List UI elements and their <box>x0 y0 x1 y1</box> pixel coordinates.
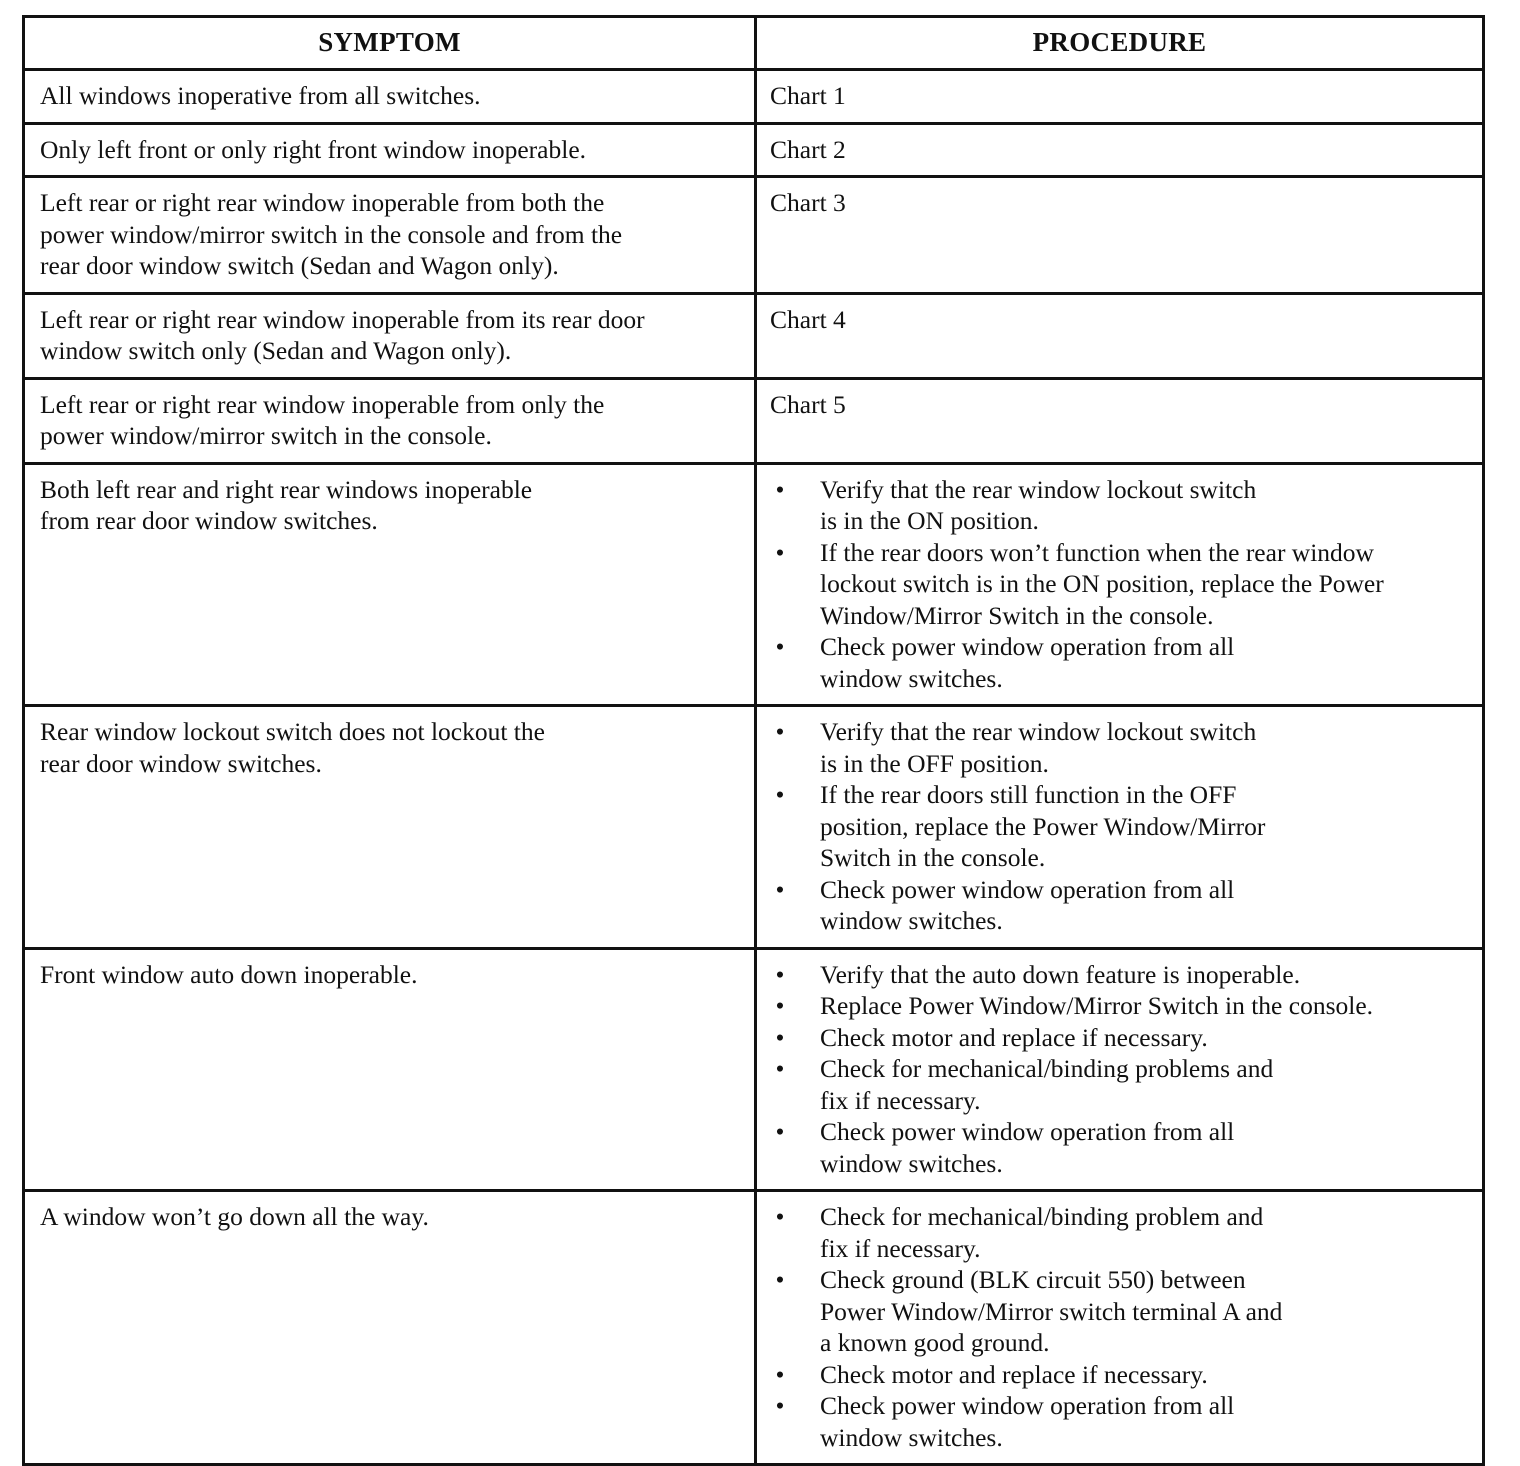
procedure-cell <box>756 378 1484 463</box>
symptom-cell <box>24 70 756 124</box>
symptom-text-line: Both left rear and right rear windows inoperable <box>40 474 533 504</box>
procedure-cell <box>756 706 1484 949</box>
table-row <box>24 70 1484 124</box>
procedure-cell <box>756 948 1484 1191</box>
symptom-text-line: Only left front or only right front window inoperable. <box>40 134 587 164</box>
procedure-step <box>770 1116 1476 1179</box>
bullet-icon: • <box>775 1117 785 1146</box>
procedure-step-text-line: Check power window operation from all <box>820 1117 1235 1146</box>
table-row <box>24 293 1484 378</box>
symptom-text-line: power window/mirror switch in the console. <box>40 421 492 450</box>
table-header-row <box>24 17 1484 70</box>
procedure-step-text-line: a known good ground. <box>820 1328 1050 1357</box>
procedure-step-text-line: Check power window operation from all <box>820 1391 1235 1420</box>
procedure-step-text-line: Replace Power Window/Mirror Switch in the console. <box>820 991 1374 1020</box>
procedure-cell <box>756 463 1484 706</box>
procedure-step-text-line: Verify that the auto down feature is inoperable. <box>820 959 1301 989</box>
bullet-icon: • <box>775 717 785 746</box>
procedure-step-text-line: Check for mechanical/binding problems and <box>820 1054 1274 1083</box>
procedure-step-text-line: Power Window/Mirror switch terminal A and <box>820 1296 1283 1326</box>
table-row <box>24 706 1484 949</box>
procedure-step <box>770 1022 1476 1054</box>
procedure-step-text-line: Check ground (BLK circuit 550) between <box>820 1265 1246 1294</box>
table-row <box>24 123 1484 177</box>
procedure-step <box>770 1264 1476 1359</box>
procedure-step <box>770 1053 1476 1116</box>
symptom-cell <box>24 123 756 177</box>
procedure-step-text-line: window switches. <box>820 663 1003 693</box>
table-row <box>24 1191 1484 1465</box>
symptom-text-line: Rear window lockout switch does not lockout the <box>40 717 545 746</box>
procedure-step-text-line: Window/Mirror Switch in the console. <box>820 600 1214 630</box>
procedure-step <box>770 1359 1476 1391</box>
table-row <box>24 463 1484 706</box>
procedure-chart-reference: Chart 3 <box>770 188 846 217</box>
procedure-step-text-line: fix if necessary. <box>820 1233 981 1263</box>
procedure-step <box>770 1390 1476 1453</box>
bullet-icon: • <box>775 1391 785 1420</box>
symptom-text-line: rear door window switches. <box>40 748 322 778</box>
table-row <box>24 948 1484 1191</box>
procedure-chart-reference: Chart 4 <box>770 304 846 334</box>
procedure-step-text-line: Verify that the rear window lockout switch <box>820 474 1257 504</box>
procedure-step <box>770 1201 1476 1264</box>
procedure-step-text-line: If the rear doors still function in the OFF <box>820 780 1237 809</box>
procedure-step <box>770 990 1476 1022</box>
symptom-text-line: Left rear or right rear window inoperable from only the <box>40 389 605 419</box>
procedure-step-text-line: If the rear doors won’t function when the rear window <box>820 537 1374 567</box>
procedure-cell <box>756 293 1484 378</box>
symptom-text-line: power window/mirror switch in the console and from the <box>40 219 623 249</box>
symptom-cell <box>24 177 756 294</box>
bullet-icon: • <box>775 780 785 809</box>
procedure-step-text-line: window switches. <box>820 906 1003 935</box>
table-row <box>24 177 1484 294</box>
procedure-step <box>770 874 1476 937</box>
procedure-step-text-line: fix if necessary. <box>820 1085 981 1115</box>
bullet-icon: • <box>775 474 785 504</box>
bullet-icon: • <box>775 537 785 567</box>
procedure-cell <box>756 1191 1484 1465</box>
procedure-steps-list <box>770 959 1476 1180</box>
symptom-cell <box>24 463 756 706</box>
symptom-text-line: All windows inoperative from all switches. <box>40 81 481 110</box>
symptom-cell <box>24 293 756 378</box>
symptom-text-line: window switch only (Sedan and Wagon only). <box>40 336 512 365</box>
bullet-icon: • <box>775 874 785 904</box>
symptom-cell <box>24 948 756 1191</box>
procedure-step-text-line: Check power window operation from all <box>820 874 1235 904</box>
procedure-chart-reference: Chart 2 <box>770 134 846 164</box>
bullet-icon: • <box>775 959 785 989</box>
procedure-step-text-line: Check motor and replace if necessary. <box>820 1022 1208 1052</box>
procedure-step-text-line: position, replace the Power Window/Mirror <box>820 811 1266 841</box>
procedure-column-header: PROCEDURE <box>756 17 1484 70</box>
procedure-step-text-line: Verify that the rear window lockout switch <box>820 717 1257 746</box>
procedure-step <box>770 474 1476 537</box>
procedure-chart-reference: Chart 5 <box>770 389 846 419</box>
procedure-step-text-line: window switches. <box>820 1422 1003 1452</box>
symptom-column-header: SYMPTOM <box>24 17 756 70</box>
bullet-icon: • <box>775 632 785 661</box>
procedure-step <box>770 631 1476 694</box>
bullet-icon: • <box>775 1202 785 1231</box>
bullet-icon: • <box>775 1265 785 1294</box>
symptom-text-line: Left rear or right rear window inoperable from its rear door <box>40 304 645 334</box>
symptom-cell <box>24 378 756 463</box>
procedure-chart-reference: Chart 1 <box>770 81 846 110</box>
procedure-step-text-line: Check for mechanical/binding problem and <box>820 1202 1264 1231</box>
symptom-text-line: Left rear or right rear window inoperable from both the <box>40 188 605 217</box>
procedure-step <box>770 959 1476 991</box>
procedure-steps-list <box>770 1201 1476 1453</box>
symptom-text-line: Front window auto down inoperable. <box>40 959 418 989</box>
procedure-cell <box>756 123 1484 177</box>
procedure-step-text-line: Switch in the console. <box>820 843 1046 872</box>
bullet-icon: • <box>775 991 785 1020</box>
symptom-text-line: from rear door window switches. <box>40 506 378 535</box>
procedure-step <box>770 716 1476 779</box>
symptom-cell <box>24 706 756 949</box>
bullet-icon: • <box>775 1054 785 1083</box>
procedure-step-text-line: Check motor and replace if necessary. <box>820 1359 1208 1389</box>
procedure-steps-list <box>770 716 1476 937</box>
procedure-step-text-line: Check power window operation from all <box>820 632 1235 661</box>
table-row <box>24 378 1484 463</box>
procedure-step <box>770 779 1476 874</box>
table-body <box>24 70 1484 1465</box>
procedure-step <box>770 537 1476 632</box>
procedure-step-text-line: is in the OFF position. <box>820 748 1049 778</box>
diagnosis-table <box>22 15 1485 1466</box>
procedure-steps-list <box>770 474 1476 695</box>
bullet-icon: • <box>775 1359 785 1389</box>
procedure-cell <box>756 70 1484 124</box>
procedure-step-text-line: is in the ON position. <box>820 506 1039 535</box>
procedure-cell <box>756 177 1484 294</box>
procedure-step-text-line: window switches. <box>820 1148 1003 1178</box>
procedure-step-text-line: lockout switch is in the ON position, replace the Power <box>820 569 1384 598</box>
symptom-text-line: rear door window switch (Sedan and Wagon only). <box>40 251 559 280</box>
symptom-text-line: A window won’t go down all the way. <box>40 1202 429 1231</box>
symptom-cell <box>24 1191 756 1465</box>
bullet-icon: • <box>775 1022 785 1052</box>
